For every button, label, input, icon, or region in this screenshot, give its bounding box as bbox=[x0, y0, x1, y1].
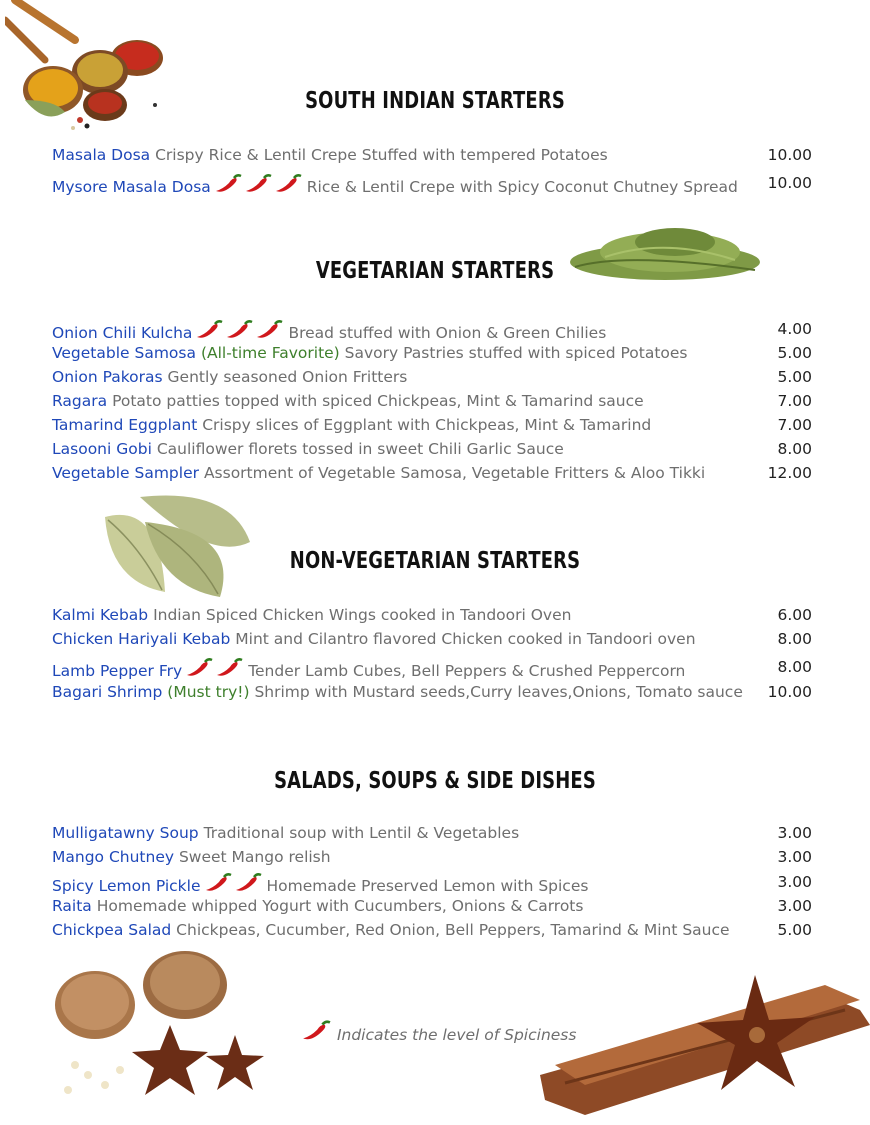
item-price: 12.00 bbox=[767, 464, 812, 482]
menu-item bbox=[52, 630, 812, 652]
item-description: Homemade whipped Yogurt with Cucumbers, Onions & Carrots bbox=[96, 897, 584, 915]
item-note: (All-time Favorite) bbox=[200, 344, 340, 362]
spiciness-legend bbox=[300, 1020, 576, 1044]
cinnamon-star-anise-image bbox=[525, 965, 870, 1125]
spice-spoons-image bbox=[5, 0, 170, 140]
menu-item bbox=[52, 174, 812, 196]
item-name: Vegetable Samosa bbox=[52, 344, 196, 362]
chili-icon bbox=[204, 873, 232, 893]
item-description: Homemade Preserved Lemon with Spices bbox=[266, 877, 589, 895]
menu-item bbox=[52, 658, 812, 680]
item-note: (Must try!) bbox=[167, 683, 250, 701]
item-name: Mulligatawny Soup bbox=[52, 824, 199, 842]
menu-item bbox=[52, 873, 812, 895]
legend-text: Indicates the level of Spiciness bbox=[336, 1026, 577, 1044]
item-price: 4.00 bbox=[777, 320, 812, 338]
item-description: Chickpeas, Cucumber, Red Onion, Bell Peppers, Tamarind & Mint Sauce bbox=[176, 921, 730, 939]
menu-item bbox=[52, 824, 812, 846]
item-name: Kalmi Kebab bbox=[52, 606, 149, 624]
menu-item bbox=[52, 464, 812, 486]
item-description: Indian Spiced Chicken Wings cooked in Tandoori Oven bbox=[153, 606, 572, 624]
item-price: 8.00 bbox=[777, 630, 812, 648]
menu-item bbox=[52, 683, 812, 705]
spice-level bbox=[194, 324, 284, 342]
item-name: Bagari Shrimp bbox=[52, 683, 163, 701]
nutmeg-star-anise-image bbox=[50, 950, 285, 1115]
item-name: Spicy Lemon Pickle bbox=[52, 877, 201, 895]
menu-item bbox=[52, 921, 812, 943]
menu-item bbox=[52, 320, 812, 342]
chili-icon bbox=[214, 174, 242, 194]
item-price: 5.00 bbox=[777, 921, 812, 939]
chili-icon bbox=[244, 174, 272, 194]
item-description: Savory Pastries stuffed with spiced Potatoes bbox=[344, 344, 688, 362]
chili-icon bbox=[185, 658, 213, 678]
item-description: Potato patties topped with spiced Chickpeas, Mint & Tamarind sauce bbox=[112, 392, 644, 410]
item-name: Lamb Pepper Fry bbox=[52, 662, 183, 680]
menu-item bbox=[52, 897, 812, 919]
item-price: 7.00 bbox=[777, 392, 812, 410]
item-description: Assortment of Vegetable Samosa, Vegetable Fritters & Aloo Tikki bbox=[203, 464, 706, 482]
menu-item bbox=[52, 392, 812, 414]
item-price: 5.00 bbox=[777, 368, 812, 386]
item-name: Raita bbox=[52, 897, 92, 915]
item-description: Mint and Cilantro flavored Chicken cooked in Tandoori oven bbox=[235, 630, 696, 648]
item-description: Traditional soup with Lentil & Vegetables bbox=[203, 824, 520, 842]
chili-icon bbox=[255, 320, 283, 340]
item-price: 3.00 bbox=[777, 824, 812, 842]
spice-level bbox=[184, 662, 244, 680]
chili-icon bbox=[225, 320, 253, 340]
item-name: Ragara bbox=[52, 392, 108, 410]
item-description: Rice & Lentil Crepe with Spicy Coconut Chutney Spread bbox=[306, 178, 738, 196]
item-description: Crispy slices of Eggplant with Chickpeas, Mint & Tamarind bbox=[202, 416, 652, 434]
item-price: 3.00 bbox=[777, 897, 812, 915]
section-title: SALADS, SOUPS & SIDE DISHES bbox=[274, 768, 596, 794]
item-name: Tamarind Eggplant bbox=[52, 416, 198, 434]
item-price: 8.00 bbox=[777, 658, 812, 676]
menu-item bbox=[52, 848, 812, 870]
chili-icon bbox=[301, 1020, 331, 1042]
item-price: 7.00 bbox=[777, 416, 812, 434]
section-title: SOUTH INDIAN STARTERS bbox=[305, 88, 565, 114]
item-price: 5.00 bbox=[777, 344, 812, 362]
chili-icon bbox=[195, 320, 223, 340]
item-description: Gently seasoned Onion Fritters bbox=[167, 368, 408, 386]
item-description: Crispy Rice & Lentil Crepe Stuffed with tempered Potatoes bbox=[155, 146, 608, 164]
item-name: Vegetable Sampler bbox=[52, 464, 199, 482]
item-description: Bread stuffed with Onion & Green Chilies bbox=[288, 324, 607, 342]
item-description: Sweet Mango relish bbox=[178, 848, 331, 866]
item-name: Onion Chili Kulcha bbox=[52, 324, 193, 342]
menu-item bbox=[52, 368, 812, 390]
item-price: 3.00 bbox=[777, 873, 812, 891]
item-price: 3.00 bbox=[777, 848, 812, 866]
item-description: Cauliflower florets tossed in sweet Chili Garlic Sauce bbox=[156, 440, 564, 458]
bay-leaves-image bbox=[100, 492, 260, 602]
item-name: Lasooni Gobi bbox=[52, 440, 152, 458]
spice-level bbox=[213, 178, 303, 196]
menu-item bbox=[52, 606, 812, 628]
item-name: Chicken Hariyali Kebab bbox=[52, 630, 231, 648]
menu-item bbox=[52, 146, 812, 168]
section-title: NON-VEGETARIAN STARTERS bbox=[289, 548, 581, 574]
item-name: Chickpea Salad bbox=[52, 921, 172, 939]
chili-icon bbox=[215, 658, 243, 678]
item-description: Shrimp with Mustard seeds,Curry leaves,Onions, Tomato sauce bbox=[254, 683, 743, 701]
menu-item bbox=[52, 344, 812, 366]
item-name: Masala Dosa bbox=[52, 146, 151, 164]
section-title: VEGETARIAN STARTERS bbox=[315, 258, 555, 284]
item-name: Onion Pakoras bbox=[52, 368, 163, 386]
item-description: Tender Lamb Cubes, Bell Peppers & Crushed Peppercorn bbox=[248, 662, 686, 680]
item-price: 6.00 bbox=[777, 606, 812, 624]
chili-icon bbox=[274, 174, 302, 194]
item-name: Mango Chutney bbox=[52, 848, 175, 866]
spice-level bbox=[203, 877, 263, 895]
menu-item bbox=[52, 440, 812, 462]
item-price: 10.00 bbox=[767, 174, 812, 192]
item-price: 10.00 bbox=[767, 146, 812, 164]
item-price: 8.00 bbox=[777, 440, 812, 458]
item-name: Mysore Masala Dosa bbox=[52, 178, 211, 196]
chili-icon bbox=[234, 873, 262, 893]
item-price: 10.00 bbox=[767, 683, 812, 701]
menu-item bbox=[52, 416, 812, 438]
